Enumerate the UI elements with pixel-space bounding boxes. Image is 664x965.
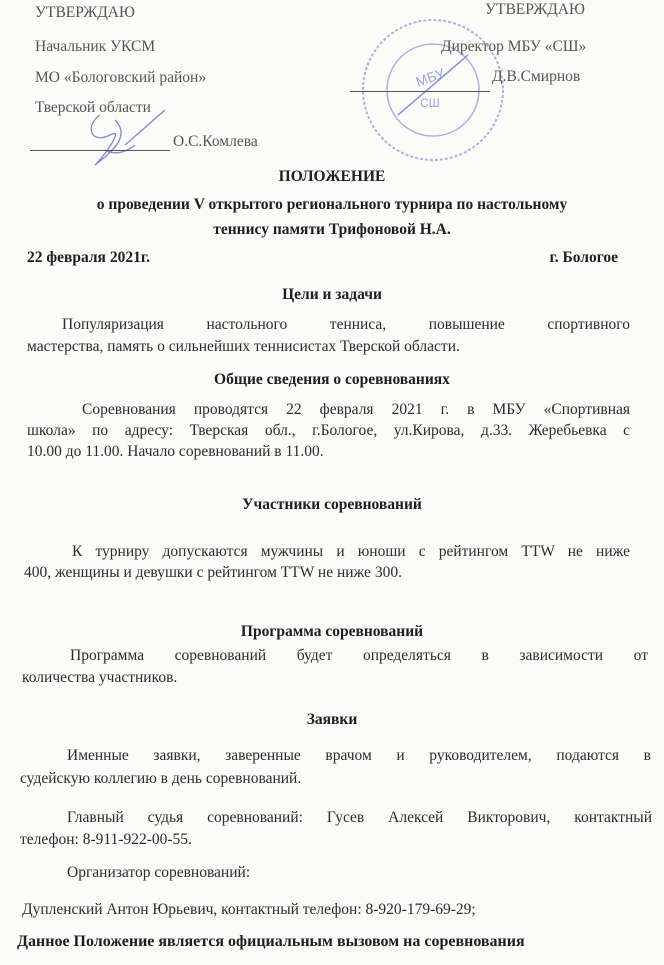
signature-line-right	[350, 91, 490, 92]
program-text-2: количества участников.	[22, 669, 178, 686]
approval-right-position: Директор МБУ «СШ»	[441, 38, 587, 55]
document-title: ПОЛОЖЕНИЕ	[278, 168, 386, 185]
approval-left-name: О.С.Комлева	[173, 133, 258, 150]
section-goals-heading: Цели и задачи	[282, 286, 382, 303]
document-subtitle-1: о проведении V открытого регионального турнира по настольному	[96, 196, 568, 213]
general-text-2: школа» по адресу: Тверская обл., г.Бологое, ул.Кирова, д.33. Жеребьевка с	[27, 422, 630, 439]
svg-text:СШ: СШ	[420, 96, 440, 110]
organizer-label: Организатор соревнований:	[67, 864, 251, 881]
program-text-1: Программа соревнований будет определяться в зависимости от	[70, 647, 648, 664]
approval-right-heading: УТВЕРЖДАЮ	[485, 1, 585, 18]
section-participants-heading: Участники соревнований	[242, 496, 422, 513]
svg-text:МБУ: МБУ	[413, 64, 447, 90]
approval-left-heading: УТВЕРЖДАЮ	[35, 4, 135, 21]
participants-text-2: 400, женщины и девушки с рейтингом TTW не ниже 300.	[24, 564, 402, 581]
signature-line-left	[30, 150, 170, 151]
approval-left-organization: МО «Бологовский район»	[35, 69, 207, 86]
applications-text-1: Именные заявки, заверенные врачом и руководителем, подаются в	[67, 747, 651, 764]
closing-statement: Данное Положение является официальным вызовом на соревнования	[17, 933, 525, 950]
chief-judge-text-1: Главный судья соревнований: Гусев Алексей Викторович, контактный	[67, 809, 652, 826]
general-text-1: Соревнования проводятся 22 февраля 2021 г. в МБУ «Спортивная	[82, 401, 630, 418]
approval-right-name: Д.В.Смирнов	[492, 68, 581, 85]
document-subtitle-2: теннису памяти Трифоновой Н.А.	[213, 221, 451, 238]
goals-text-1: Популяризация настольного тенниса, повышение спортивного	[62, 316, 630, 333]
organizer-contact: Дупленский Антон Юрьевич, контактный телефон: 8-920-179-69-29;	[22, 901, 476, 918]
chief-judge-text-2: телефон: 8-911-922-00-55.	[20, 831, 192, 848]
applications-text-2: судейскую коллегию в день соревнований.	[20, 770, 302, 787]
document-date: 22 февраля 2021г.	[27, 249, 150, 266]
section-general-heading: Общие сведения о соревнованиях	[214, 371, 450, 388]
section-applications-heading: Заявки	[306, 711, 358, 728]
approval-left-region: Тверской области	[35, 99, 151, 116]
document-city: г. Бологое	[549, 249, 618, 266]
approval-left-position: Начальник УКСМ	[35, 38, 156, 55]
section-program-heading: Программа соревнований	[240, 623, 424, 640]
goals-text-2: мастерства, память о сильнейших теннисистах Тверской области.	[27, 338, 460, 355]
general-text-3: 10.00 до 11.00. Начало соревнований в 11.00.	[27, 443, 324, 460]
participants-text-1: К турниру допускаются мужчины и юноши с рейтингом TTW не ниже	[72, 543, 630, 560]
